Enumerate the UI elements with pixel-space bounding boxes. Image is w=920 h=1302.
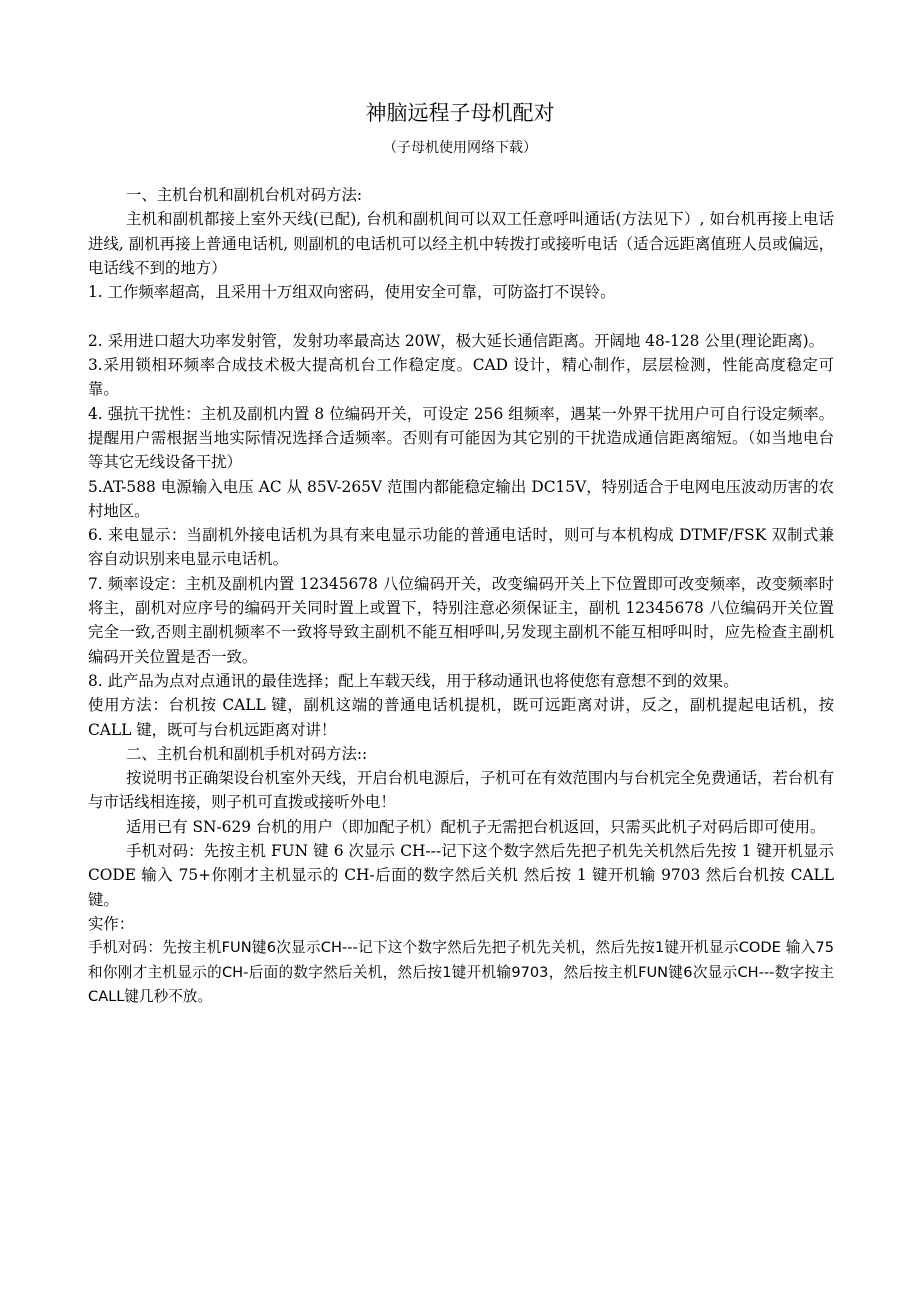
paragraph-practice: 手机对码：先按主机FUN键6次显示CH---记下这个数字然后先把子机先关机，然后先按1键开机显示CODE 输入75和你刚才主机显示的CH-后面的数字然后关机，然后按1键开机输9703，然后按主机FUN键6次显示CH---数字按主CALL键几秒不放。 [88, 939, 834, 1005]
blank-line [88, 304, 834, 328]
section-heading-2: 二、主机台机和副机手机对码方法:: [126, 744, 368, 763]
section-heading-1: 一、主机台机和副机台机对码方法: [126, 186, 363, 204]
list-item-7: 7. 频率设定：主机及副机内置 12345678 八位编码开关，改变编码开关上下位置即可改变频率，改变频率时将主，副机对应序号的编码开关同时置上或置下，特别注意必须保证主，副机 12345678 八位编码开关位置完全一致,否则主副机频率不一致将导致主副机不能互相呼叫,另发现主副机不能互相呼叫时，应先检查主副机编码开关位置是否一致。 [88, 574, 834, 666]
paragraph-setup: 按说明书正确架设台机室外天线，开启台机电源后，子机可在有效范围内与台机完全免费通话，若台机有与市话线相连接，则子机可直拨或接听外电！ [88, 769, 834, 812]
paragraph-intro: 主机和副机都接上室外天线(已配), 台机和副机间可以双工任意呼叫通话(方法见下）, 如台机再接上电话进线, 副机再接上普通电话机, 则副机的电话机可以经主机中转拨打或接听电话（适合远距离值班人员或偏远，电话线不到的地方） [88, 210, 834, 277]
list-item-3: 3.采用锁相环频率合成技术极大提高机台工作稳定度。CAD 设计，精心制作，层层检测，性能高度稳定可靠。 [88, 356, 834, 399]
practice-label: 实作： [88, 914, 135, 933]
list-item-4: 4. 强抗干扰性：主机及副机内置 8 位编码开关，可设定 256 组频率，遇某一外界干扰用户可自行设定频率。提醒用户需根据当地实际情况选择合适频率。否则有可能因为其它别的干扰造成通信距离缩短。（如当地电台等其它无线设备干扰） [88, 404, 834, 472]
list-item-2: 2. 采用进口超大功率发射管，发射功率最高达 20W，极大延长通信距离。开阔地 48-128 公里(理论距离)。 [88, 331, 825, 350]
document-body [88, 183, 834, 1009]
page-subtitle: （子母机使用网络下载） [383, 140, 537, 156]
paragraph-pairing: 手机对码：先按主机 FUN 键 6 次显示 CH---记下这个数字然后先把子机先关机然后先按 1 键开机显示 CODE 输入 75+你刚才主机显示的 CH-后面的数字然后关机 然后按 1 键开机输 9703 然后台机按 CALL 键。 [88, 842, 834, 909]
list-item-6: 6. 来电显示：当副机外接电话机为具有来电显示功能的普通电话时，则可与本机构成 DTMF/FSK 双制式兼容自动识别来电显示电话机。 [88, 526, 834, 569]
list-item-8: 8. 此产品为点对点通讯的最佳选择；配上车载天线，用于移动通讯也将使您有意想不到的效果。 [88, 671, 739, 690]
list-item-5: 5.AT-588 电源输入电压 AC 从 85V-265V 范围内都能稳定输出 DC15V，特别适合于电网电压波动历害的农村地区。 [88, 477, 834, 520]
list-item-1: 1. 工作频率超高，且采用十万组双向密码，使用安全可靠，可防盗打不误铃。 [88, 283, 616, 302]
paragraph-existing-users: 适用已有 SN-629 台机的用户（即加配子机）配机子无需把台机返回，只需买此机子对码后即可使用。 [126, 817, 826, 836]
page-title: 神脑远程子母机配对 [365, 101, 555, 125]
usage-paragraph: 使用方法：台机按 CALL 键，副机这端的普通电话机提机，既可远距离对讲，反之，副机提起电话机，按 CALL 键，既可与台机远距离对讲！ [88, 696, 834, 739]
